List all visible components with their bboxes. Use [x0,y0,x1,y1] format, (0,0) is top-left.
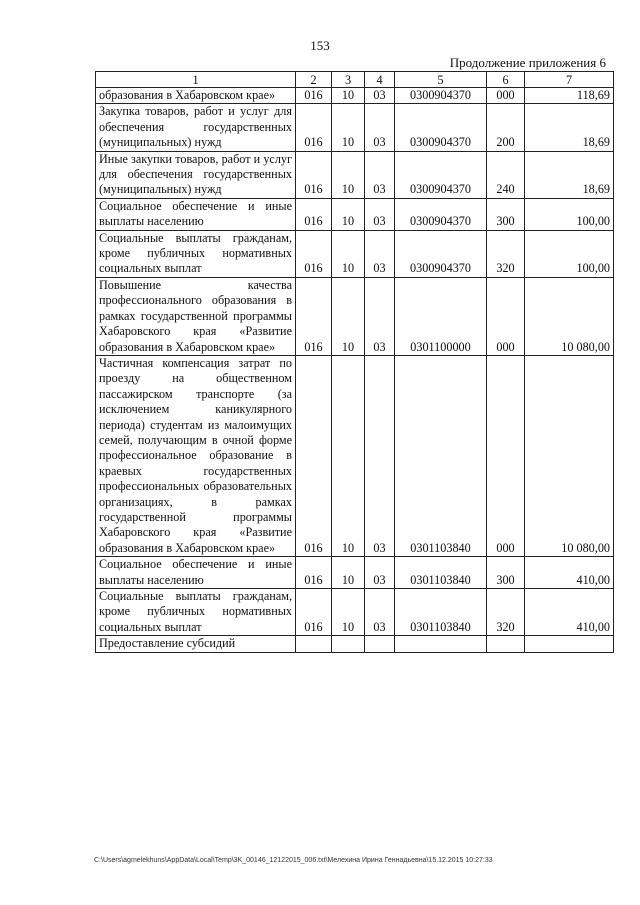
table-row [96,198,614,230]
expense-type-cell: 320 [487,589,525,636]
target-article-cell: 0300904370 [395,198,487,230]
section-cell: 10 [332,557,365,589]
expense-type-cell: 200 [487,104,525,151]
expense-type-cell: 240 [487,151,525,198]
header-col-1: 1 [96,72,296,88]
admin-code-cell: 016 [296,104,332,151]
row-name-cell: Иные закупки товаров, работ и услуг для обеспечения государственных (муниципальных) нужд [96,151,296,198]
header-col-6: 6 [487,72,525,88]
admin-code-cell [296,636,332,652]
expense-type-cell: 320 [487,230,525,277]
admin-code-cell: 016 [296,277,332,355]
amount-cell: 18,69 [525,151,614,198]
target-article-cell: 0301103840 [395,557,487,589]
table-row [96,230,614,277]
table-row [96,104,614,151]
table-row [96,589,614,636]
row-name-cell: Социальное обеспечение и иные выплаты населению [96,198,296,230]
header-col-5: 5 [395,72,487,88]
row-name-cell: Предоставление субсидий [96,636,296,652]
expense-type-cell: 000 [487,277,525,355]
section-cell: 10 [332,277,365,355]
expense-type-cell [487,636,525,652]
section-cell: 10 [332,88,365,104]
table-row [96,355,614,556]
file-path-footer: C:\Users\agmelekhuns\AppData\Local\Temp\3K_00146_12122015_006.txt\Мелехина Ирина Геннадьевна\15.12.2015 10:27:33 [94,857,493,864]
subsection-cell: 03 [365,355,395,556]
subsection-cell: 03 [365,151,395,198]
header-col-2: 2 [296,72,332,88]
amount-cell [525,636,614,652]
subsection-cell: 03 [365,88,395,104]
target-article-cell [395,636,487,652]
row-name-cell: Социальное обеспечение и иные выплаты населению [96,557,296,589]
header-col-4: 4 [365,72,395,88]
budget-table [95,71,614,653]
admin-code-cell: 016 [296,230,332,277]
row-name-cell: образования в Хабаровском крае» [96,88,296,104]
target-article-cell: 0300904370 [395,151,487,198]
target-article-cell: 0301103840 [395,355,487,556]
row-name-cell: Закупка товаров, работ и услуг для обеспечения государственных (муниципальных) нужд [96,104,296,151]
table-row [96,277,614,355]
admin-code-cell: 016 [296,557,332,589]
row-name-cell: Повышение качества профессионального образования в рамках государственной программы Хабаровского края «Развитие образования в Хабаровском крае» [96,277,296,355]
header-col-3: 3 [332,72,365,88]
admin-code-cell: 016 [296,198,332,230]
table-body [96,88,614,653]
amount-cell: 410,00 [525,589,614,636]
appendix-continuation-label: Продолжение приложения 6 [449,55,606,70]
amount-cell: 18,69 [525,104,614,151]
target-article-cell: 0300904370 [395,88,487,104]
admin-code-cell: 016 [296,151,332,198]
section-cell: 10 [332,104,365,151]
amount-cell: 118,69 [525,88,614,104]
admin-code-cell: 016 [296,355,332,556]
target-article-cell: 0300904370 [395,104,487,151]
amount-cell: 410,00 [525,557,614,589]
subsection-cell: 03 [365,589,395,636]
amount-cell: 100,00 [525,198,614,230]
section-cell: 10 [332,355,365,556]
admin-code-cell: 016 [296,88,332,104]
expense-type-cell: 000 [487,355,525,556]
target-article-cell: 0301100000 [395,277,487,355]
amount-cell: 10 080,00 [525,277,614,355]
subsection-cell [365,636,395,652]
row-name-cell: Социальные выплаты гражданам, кроме публичных нормативных социальных выплат [96,589,296,636]
target-article-cell: 0300904370 [395,230,487,277]
section-cell: 10 [332,151,365,198]
table-header-row [96,72,614,88]
table-row [96,557,614,589]
admin-code-cell: 016 [296,589,332,636]
section-cell [332,636,365,652]
section-cell: 10 [332,589,365,636]
subsection-cell: 03 [365,230,395,277]
amount-cell: 100,00 [525,230,614,277]
table-row [96,88,614,104]
subsection-cell: 03 [365,198,395,230]
expense-type-cell: 000 [487,88,525,104]
row-name-cell: Частичная компенсация затрат по проезду на общественном пассажирском транспорте (за исключением каникулярного периода) студентам из малоимущих семей, получающим в очной форме профессиональное образование в краевых государственных профессиональных образовательных организациях, в рамках государственной программы Хабаровского края «Развитие образования в Хабаровском крае» [96,355,296,556]
subsection-cell: 03 [365,104,395,151]
section-cell: 10 [332,230,365,277]
table-row [96,636,614,652]
amount-cell: 10 080,00 [525,355,614,556]
subsection-cell: 03 [365,277,395,355]
expense-type-cell: 300 [487,557,525,589]
target-article-cell: 0301103840 [395,589,487,636]
row-name-cell: Социальные выплаты гражданам, кроме публичных нормативных социальных выплат [96,230,296,277]
expense-type-cell: 300 [487,198,525,230]
header-col-7: 7 [525,72,614,88]
subsection-cell: 03 [365,557,395,589]
page-number: 153 [310,38,330,53]
section-cell: 10 [332,198,365,230]
table-row [96,151,614,198]
